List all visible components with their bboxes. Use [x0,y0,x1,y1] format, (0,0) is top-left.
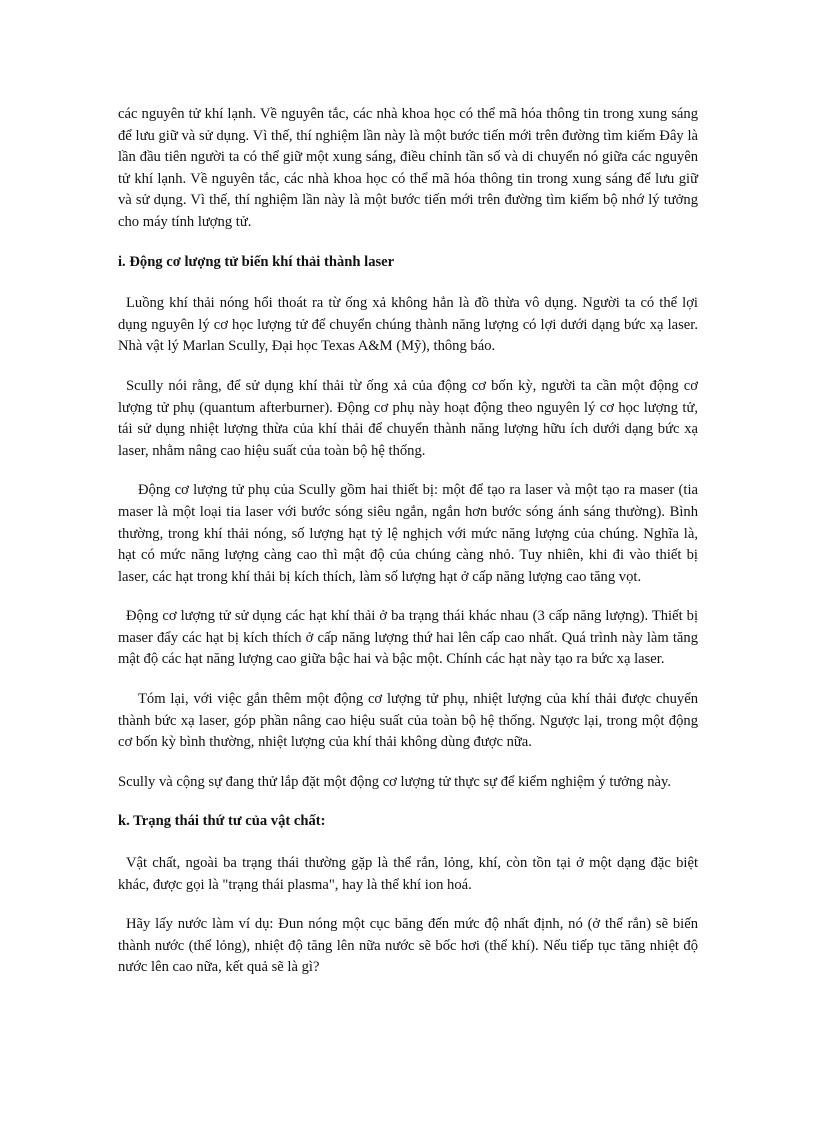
document-page [118,104,698,997]
paragraph-k-2: Hãy lấy nước làm ví dụ: Đun nóng một cục băng đến mức độ nhất định, nó (ở thể rắn) sẽ biến thành nước (thể lỏng), nhiệt độ tăng lên nữa nước sẽ bốc hơi (thể khí). Nếu tiếp tục tăng nhiệt độ nước lên cao nữa, kết quả sẽ là gì? [118,916,698,976]
paragraph-i-3: Động cơ lượng tử phụ của Scully gồm hai thiết bị: một để tạo ra laser và một tạo ra maser (tia maser là một loại tia laser với bước sóng siêu ngắn, ngắn hơn bước sóng ánh sáng thường). Bình thường, trong khí thải nóng, số lượng hạt tỷ lệ nghịch với mức năng lượng của chúng. Nghĩa là, hạt có mức năng lượng càng cao thì mật độ của chúng càng nhỏ. Tuy nhiên, khi đi vào thiết bị laser, các hạt trong khí thải bị kích thích, làm số lượng hạt ở cấp năng lượng cao tăng vọt. [118,482,698,585]
paragraph-i-1: Luồng khí thải nóng hổi thoát ra từ ống xả không hẳn là đồ thừa vô dụng. Người ta có thể lợi dụng nguyên lý cơ học lượng tử để chuyển chúng thành năng lượng có lợi dưới dạng bức xạ laser. Nhà vật lý Marlan Scully, Đại học Texas A&M (Mỹ), thông báo. [118,295,698,355]
paragraph-i-5: Tóm lại, với việc gắn thêm một động cơ lượng tử phụ, nhiệt lượng của khí thải được chuyển thành bức xạ laser, góp phần nâng cao hiệu suất của toàn bộ hệ thống. Ngược lại, trong một động cơ bốn kỳ bình thường, nhiệt lượng của khí thải không dùng được nữa. [118,691,698,751]
paragraph-i-6: Scully và cộng sự đang thử lắp đặt một động cơ lượng tử thực sự để kiểm nghiệm ý tưởng này. [118,773,672,790]
paragraph-i-4: Động cơ lượng tử sử dụng các hạt khí thải ở ba trạng thái khác nhau (3 cấp năng lượng). Thiết bị maser đẩy các hạt bị kích thích ở cấp năng lượng thứ hai lên cấp cao nhất. Quá trình này làm tăng mật độ các hạt năng lượng cao giữa bậc hai và bậc một. Chính các hạt này tạo ra bức xạ laser. [118,608,698,668]
section-heading-i: i. Động cơ lượng tử biến khí thải thành laser [118,253,395,270]
section-heading-k: k. Trạng thái thứ tư của vật chất: [118,813,326,830]
paragraph-i-2: Scully nói rằng, để sử dụng khí thải từ ống xả của động cơ bốn kỳ, người ta cần một động cơ lượng tử phụ (quantum afterburner). Động cơ phụ này hoạt động theo nguyên lý cơ học lượng tử, tái sử dụng nhiệt lượng thừa của khí thải để chuyển thành năng lượng hữu ích dưới dạng bức xạ laser, nhằm nâng cao hiệu suất của toàn bộ hệ thống. [118,377,698,459]
paragraph-intro: các nguyên tử khí lạnh. Về nguyên tắc, các nhà khoa học có thể mã hóa thông tin trong xung sáng để lưu giữ và sử dụng. Vì thế, thí nghiệm lần này là một bước tiến mới trên đường tìm kiếm Đây là lần đầu tiên người ta có thể giữ một xung sáng, điều chỉnh tần số và di chuyển nó giữa các nguyên tử khí lạnh. Về nguyên tắc, các nhà khoa học có thể mã hóa thông tin trong xung sáng để lưu giữ và sử dụng. Vì thế, thí nghiệm lần này là một bước tiến mới trên đường tìm kiếm bộ nhớ lý tưởng cho máy tính lượng tử. [118,106,698,230]
paragraph-k-1: Vật chất, ngoài ba trạng thái thường gặp là thể rắn, lỏng, khí, còn tồn tại ở một dạng đặc biệt khác, được gọi là "trạng thái plasma", hay là thể khí ion hoá. [118,855,698,893]
